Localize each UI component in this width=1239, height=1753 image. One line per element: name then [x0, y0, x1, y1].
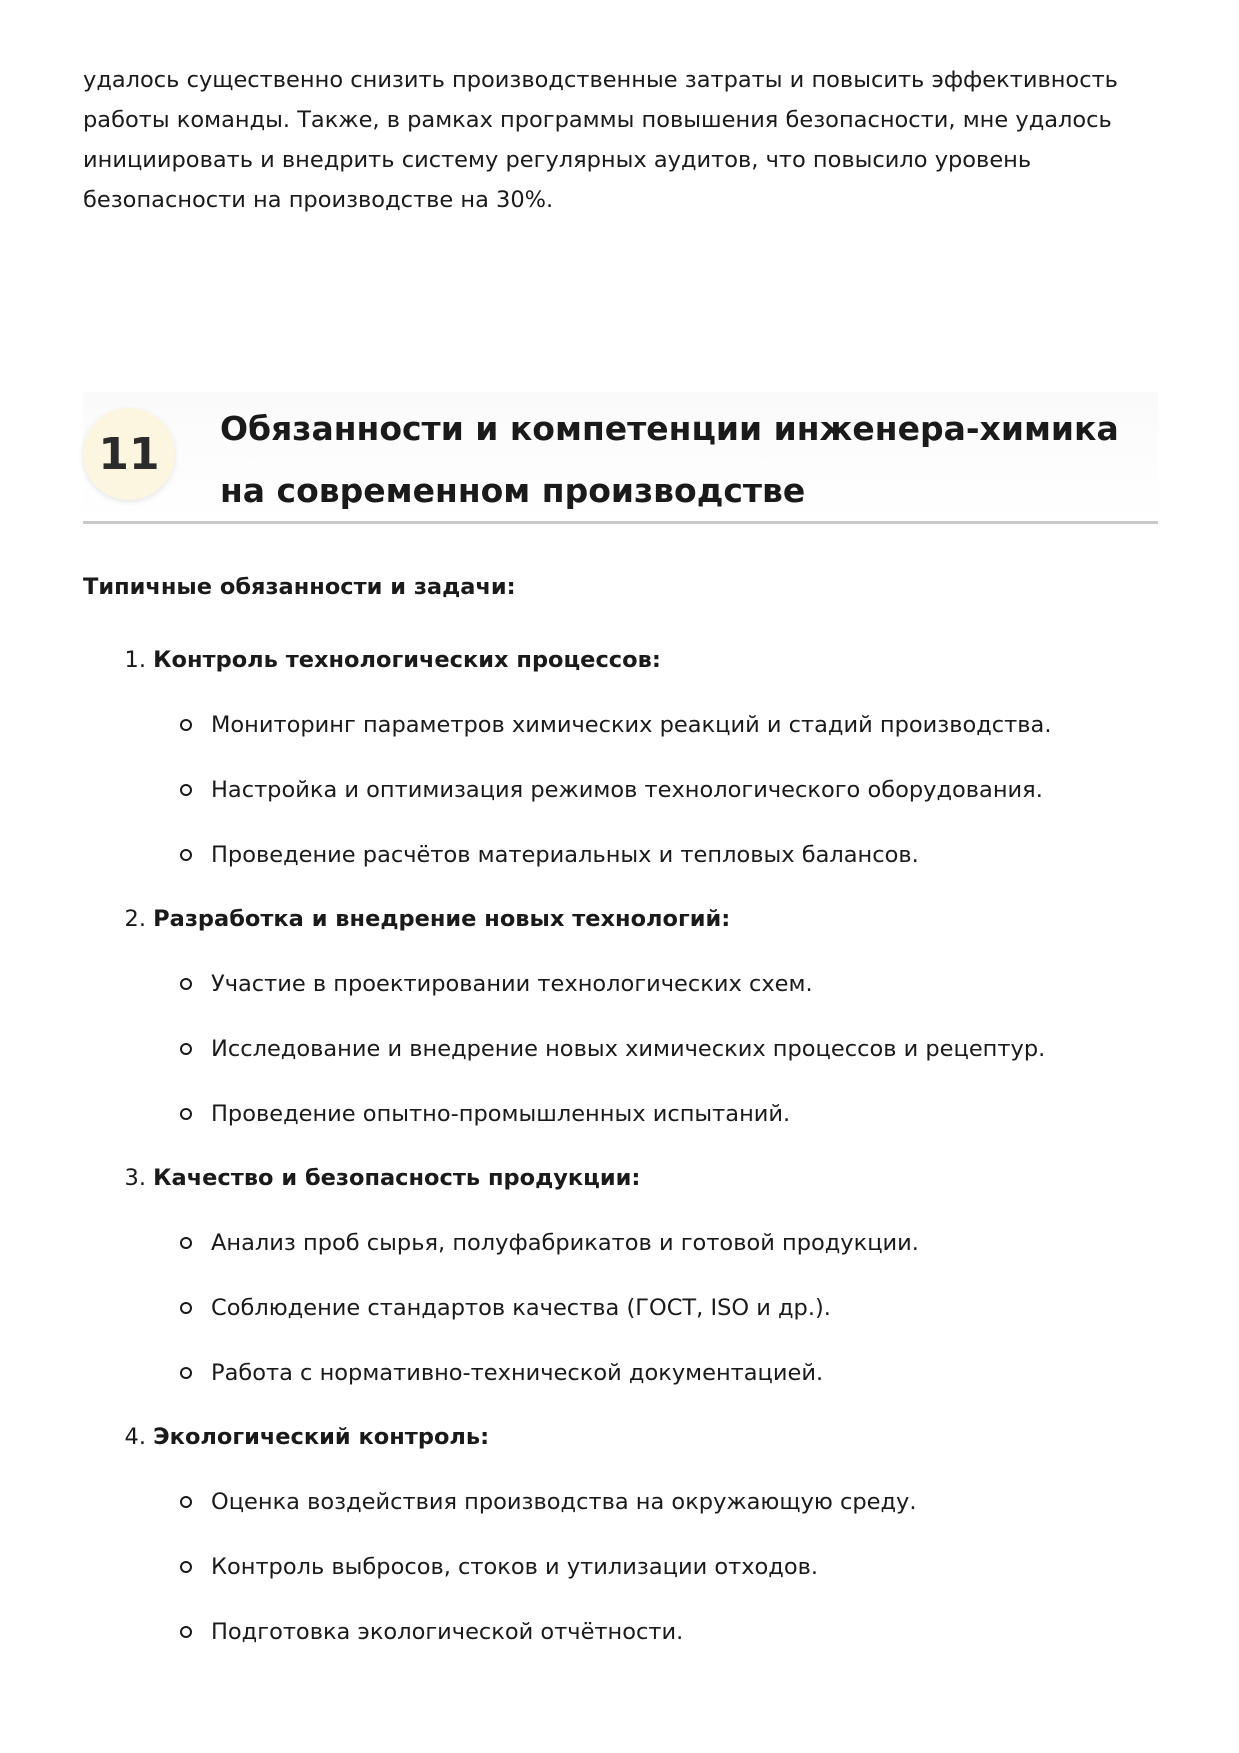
- duties-subheading: Типичные обязанности и задачи:: [83, 574, 516, 600]
- list-item: Проведение расчётов материальных и тепловых балансов.: [83, 822, 1158, 887]
- list-item: Исследование и внедрение новых химических процессов и рецептур.: [83, 1016, 1158, 1081]
- duty-item: [83, 628, 1158, 887]
- circle-bullet-icon: [180, 1108, 192, 1120]
- circle-bullet-icon: [180, 849, 192, 861]
- duty-item: [83, 887, 1158, 1146]
- document-page: [83, 0, 1158, 1645]
- circle-bullet-icon: [180, 1043, 192, 1055]
- list-item: Анализ проб сырья, полуфабрикатов и готовой продукции.: [83, 1210, 1158, 1275]
- duty-subitems: [83, 692, 1158, 887]
- duty-title: Экологический контроль:: [153, 1424, 490, 1450]
- duty-title: Разработка и внедрение новых технологий:: [153, 906, 731, 932]
- list-item: Проведение опытно-промышленных испытаний.: [83, 1081, 1158, 1146]
- intro-paragraph: удалось существенно снизить производственные затраты и повысить эффективность работы команды. Также, в рамках программы повышения безопасности, мне удалось инициировать и внедрить систему регулярных аудитов, что повысило уровень безопасности на производстве на 30%.: [83, 67, 1118, 213]
- duty-item: [83, 1405, 1158, 1664]
- list-item: Настройка и оптимизация режимов технологического оборудования.: [83, 757, 1158, 822]
- duty-title: Контроль технологических процессов:: [153, 647, 661, 673]
- list-item: Соблюдение стандартов качества (ГОСТ, ISO и др.).: [83, 1275, 1158, 1340]
- circle-bullet-icon: [180, 1367, 192, 1379]
- list-item: Участие в проектировании технологических схем.: [83, 951, 1158, 1016]
- section-title: Обязанности и компетенции инженера-химика на современном производстве: [220, 409, 1119, 510]
- duty-subitems: [83, 951, 1158, 1146]
- circle-bullet-icon: [180, 784, 192, 796]
- list-item: Работа с нормативно-технической документацией.: [83, 1340, 1158, 1405]
- section-header: [83, 392, 1158, 524]
- list-item: Подготовка экологической отчётности.: [83, 1599, 1158, 1664]
- circle-bullet-icon: [180, 978, 192, 990]
- circle-bullet-icon: [180, 1302, 192, 1314]
- duty-number: 2.: [124, 906, 146, 932]
- duty-number: 4.: [124, 1424, 146, 1450]
- duty-subitems: [83, 1210, 1158, 1405]
- duty-number: 3.: [124, 1165, 146, 1191]
- list-item: Оценка воздействия производства на окружающую среду.: [83, 1469, 1158, 1534]
- duty-subitems: [83, 1469, 1158, 1664]
- duty-item: [83, 1146, 1158, 1405]
- circle-bullet-icon: [180, 1237, 192, 1249]
- list-item: Контроль выбросов, стоков и утилизации отходов.: [83, 1534, 1158, 1599]
- list-item: Мониторинг параметров химических реакций и стадий производства.: [83, 692, 1158, 757]
- circle-bullet-icon: [180, 1561, 192, 1573]
- circle-bullet-icon: [180, 1626, 192, 1638]
- section-number-badge: 11: [83, 408, 175, 500]
- duty-number: 1.: [124, 647, 146, 673]
- circle-bullet-icon: [180, 719, 192, 731]
- circle-bullet-icon: [180, 1496, 192, 1508]
- duties-list: [83, 628, 1158, 1664]
- duty-title: Качество и безопасность продукции:: [153, 1165, 641, 1191]
